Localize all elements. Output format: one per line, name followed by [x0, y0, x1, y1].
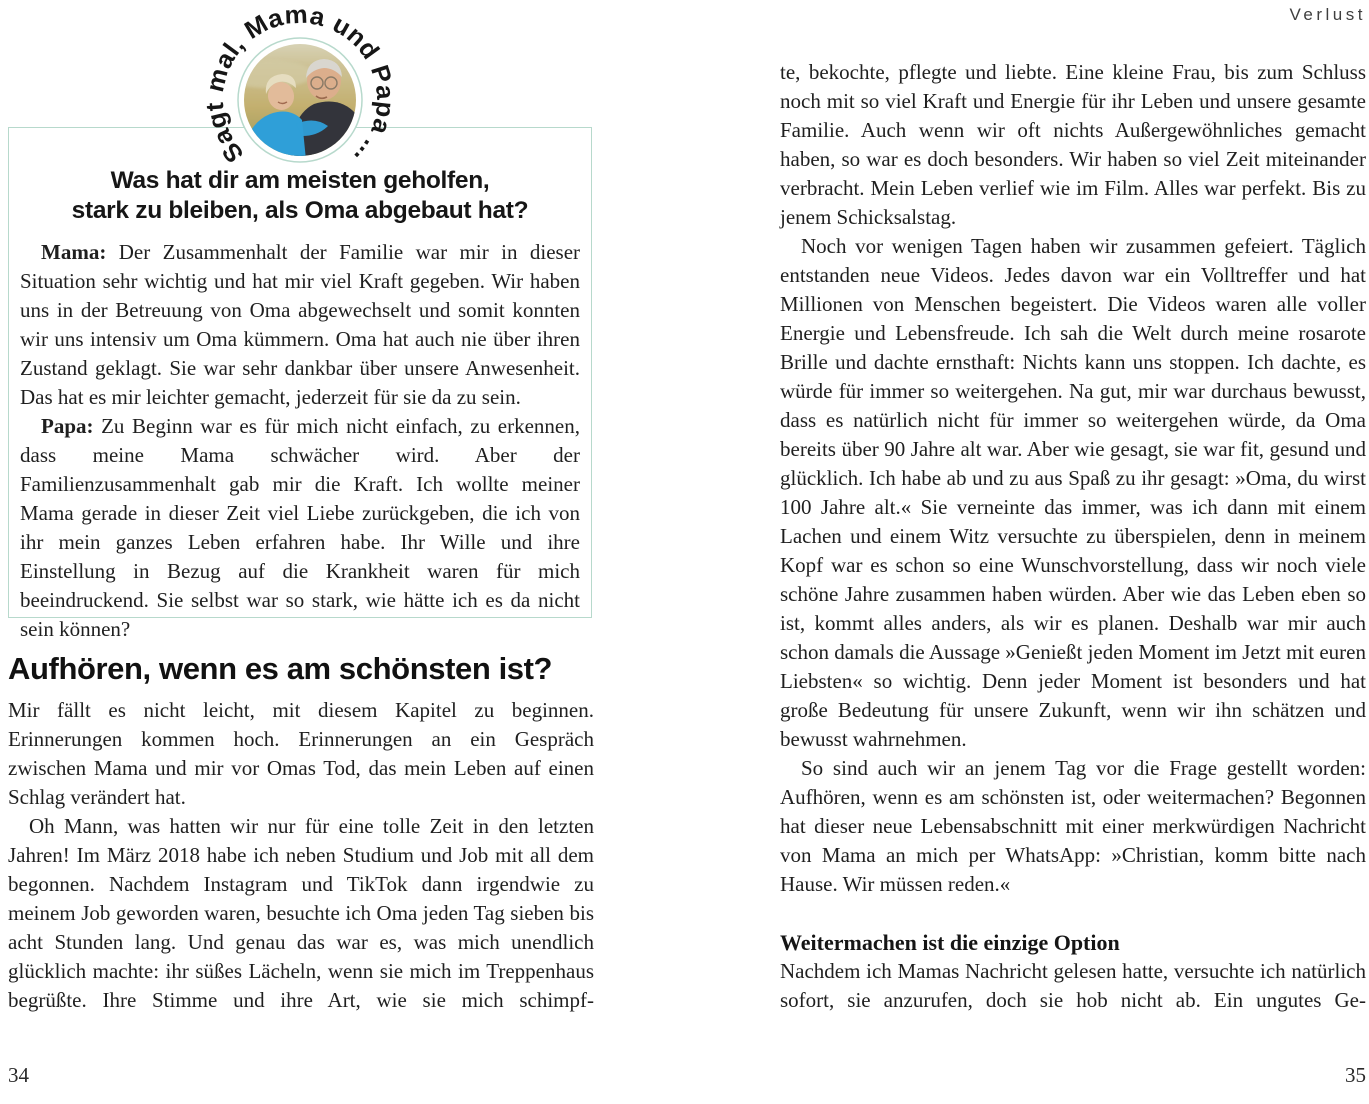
body-paragraph: te, bekochte, pflegte und liebte. Eine kleine Frau, bis zum Schluss noch mit so viel Kraft und Energie für ihr Leben und unsere gesamte Familie. Auch wenn wir oft nichts Außergewöhnliches gemacht haben, so war es doch besonders. Wir haben so viel Zeit miteinander verbracht. Mein Leben verlief wie im Film. Alles war perfekt. Bis zu jenem Schicksalstag.	[780, 60, 1366, 229]
body-paragraph: So sind auch wir an jenem Tag vor die Frage gestellt worden: Aufhören, wenn es am schönsten ist, oder weitermachen? Begonnen hat dieser neue Lebensabschnitt mit einer merkwürdigen Nachricht von Mama an mich per WhatsApp: »Christian, komm bitte nach Hause. Wir müssen reden.«	[780, 756, 1366, 896]
speaker-label-mama: Mama:	[41, 240, 107, 264]
body-paragraph: Mir fällt es nicht leicht, mit diesem Kapitel zu beginnen. Erinnerungen kommen hoch. Erinnerungen an ein Gespräch zwischen Mama und mir vor Omas Tod, das mein Leben auf einen Schlag verändert hat.	[8, 698, 594, 809]
body-paragraph: Noch vor wenigen Tagen haben wir zusammen gefeiert. Täglich entstanden neue Videos. Jedes davon war ein Volltreffer und hat Millionen von Menschen begeistert. Die Videos waren alle voller Energie und Lebensfreude. Ich sah die Welt durch meine rosarote Brille und dachte ernsthaft: Nichts kann uns stoppen. Ich dachte, es würde für immer so weitergehen. Na gut, mir war durchaus bewusst, dass es natürlich nicht für immer so weitergehen würde, da Oma bereits über 90 Jahre alt war. Aber wie gesagt, sie war fit, gesund und glücklich. Ich habe ab und zu aus Spaß zu ihr gesagt: »Oma, du wirst 100 Jahre alt.« Sie verneinte das immer, was ich dann mit einem Lachen und einem Witz versuchte zu überspielen, denn in meinem Kopf war es schon so eine Wunschvorstellung, dass wir noch viele schöne Jahre zusammen haben würden. Aber wie das Leben eben so ist, kommt alles anders, als wir es planen. Deshalb war mir auch schon damals die Aussage »Genießt jeden Moment im Jetzt mit euren Liebsten« so wichtig. Denn jeder Moment ist besonders und hat große Bedeutung für unsere Zukunft, wenn wir ihn schätzen und bewusst wahrnehmen.	[780, 234, 1366, 751]
curved-caption: Sagt mal, Mama und Papa ...	[200, 4, 400, 172]
body-paragraph: Nachdem ich Mamas Nachricht gelesen hatte, versuchte ich natürlich sofort, sie anzurufen, doch sie hob nicht ab. Ein ungutes Ge-	[780, 959, 1366, 1012]
answer-papa-text: Zu Beginn war es für mich nicht einfach, zu erkennen, dass meine Mama schwächer wird. Aber der Familienzusammenhalt gab mir die Kraft. Ich wollte meiner Mama gerade in dieser Zeit viel Liebe zurückgeben, die ich von ihr mein ganzes Leben erfahren habe. Ihr Wille und ihre Einstellung in Bezug auf die Krankheit waren für mich beeindruckend. Sie selbst war so stark, wie hätte ich es da nicht sein können?	[20, 414, 581, 641]
right-page-body	[780, 58, 1366, 1015]
family-photo-with-curved-caption	[178, 4, 422, 186]
answer-papa	[20, 412, 580, 644]
qa-question-line1: Was hat dir am meisten geholfen,	[110, 167, 490, 194]
body-paragraph: Oh Mann, was hatten wir nur für eine tolle Zeit in den letzten Jahren! Im März 2018 habe ich neben Studium und Job mit all dem begonnen. Nachdem Instagram und TikTok dann irgendwie zu meinem Job geworden waren, besuchte ich Oma jeden Tag sieben bis acht Stunden lang. Und genau das war es, was mich unendlich glücklich machte: ihr süßes Lächeln, wenn sie mich im Treppenhaus begrüßte. Ihre Stimme und ihre Art, wie sie mich schimpf-	[8, 814, 594, 1012]
section-heading: Aufhören, wenn es am schönsten ist?	[8, 651, 553, 686]
answer-mama	[20, 238, 580, 412]
qa-question-line2: stark zu bleiben, als Oma abgebaut hat?	[71, 197, 529, 224]
left-page-body	[8, 652, 594, 1015]
running-header: Verlust	[1289, 5, 1366, 24]
speaker-label-papa: Papa:	[41, 414, 94, 438]
qa-box	[8, 127, 592, 641]
page-number-left: 34	[8, 1063, 29, 1087]
page-number-right: 35	[1345, 1063, 1366, 1087]
answer-mama-text: Der Zusammenhalt der Familie war mir in dieser Situation sehr wichtig und hat mir viel Kraft gegeben. Wir haben uns in der Betreuung von Oma abgewechselt und somit konnten wir uns intensiv um Oma kümmern. Oma hat auch nie über ihren Zustand geklagt. Sie war sehr dankbar über unsere Anwesenheit. Das hat es mir leichter gemacht, jederzeit für sie da zu sein.	[20, 240, 581, 409]
subheading: Weitermachen ist die einzige Option	[780, 930, 1120, 955]
family-photo-graphic	[178, 4, 422, 186]
